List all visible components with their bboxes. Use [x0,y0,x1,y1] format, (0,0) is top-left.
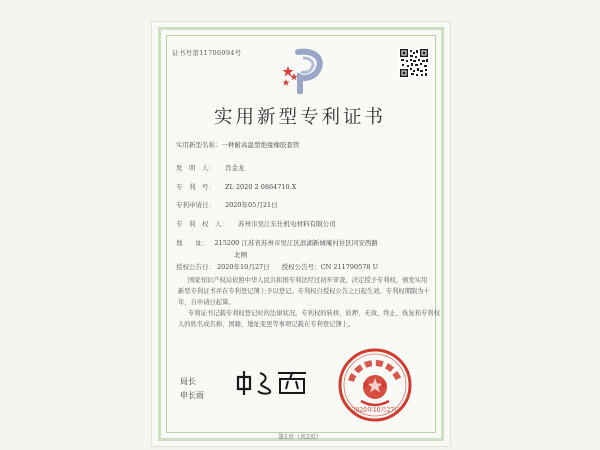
seal-date: 2020年10月27日 [351,407,401,414]
field-value: 215200 江苏省苏州市吴江区滨湖新城庵村社区同安西路 [214,239,378,247]
field-label: 专利申请日： [176,201,215,209]
field-label: 授权公告日： [176,263,215,271]
field-label: 地 址： [176,239,209,247]
signature-icon [232,367,314,397]
field-patentee [176,219,336,228]
cnipa-logo-icon [278,48,330,94]
page-number: 第1页（共2页） [278,434,322,441]
paragraph-line: 新型专利证书并在专利登记簿上予以登记。专利权自授权公告之日起生效。专利权期限为十 [178,288,430,295]
field-address-continued [234,250,247,259]
certificate-number: 证书号第11706994号 [172,49,242,57]
officer-title: 局长 [180,377,196,386]
field-label: 发 明 人： [176,164,215,172]
field-utility-model-name [176,140,300,149]
field-value: 肖金龙 [225,164,245,172]
grant-announcement-number: 授权公告号：CN 211790578 U [281,263,379,271]
field-value: 2020年10月27日 [217,263,270,271]
paragraph-line: 专利证书记载专利权登记时的法律状况。专利权的转移、质押、无效、终止、恢复和专利权 [188,310,440,317]
field-value: 一种耐高温型绝缘橡胶套管 [221,141,300,149]
field-label: 实用新型名称： [176,141,222,149]
field-patent-number [176,182,296,191]
field-label: 专 利 权 人： [176,220,228,228]
field-inventor [176,163,245,172]
field-application-date [176,200,278,209]
paragraph-line: 人的姓名或名称、国籍、地址变更等事项记载在专利登记簿上。 [178,321,355,328]
field-value: 苏州市吴江东仕机电材料有限公司 [238,220,336,228]
field-label: 专 利 号： [176,183,215,191]
field-value: 2020年05月21日 [225,201,278,209]
paragraph-line: 国家知识产权局依照中华人民共和国专利法经过初步审查，决定授予专利权，颁发实用 [188,277,428,284]
field-value: ZL 2020 2 0864710.X [225,183,297,191]
officer-name: 申长雨 [180,391,204,400]
qr-code-icon [399,48,429,78]
field-address [176,238,378,247]
field-value: 北侧 [234,251,247,259]
certificate-title: 实用新型专利证书 [213,107,386,128]
paragraph-line: 年，自申请日起算。 [178,299,235,306]
field-grant-date [176,262,378,271]
